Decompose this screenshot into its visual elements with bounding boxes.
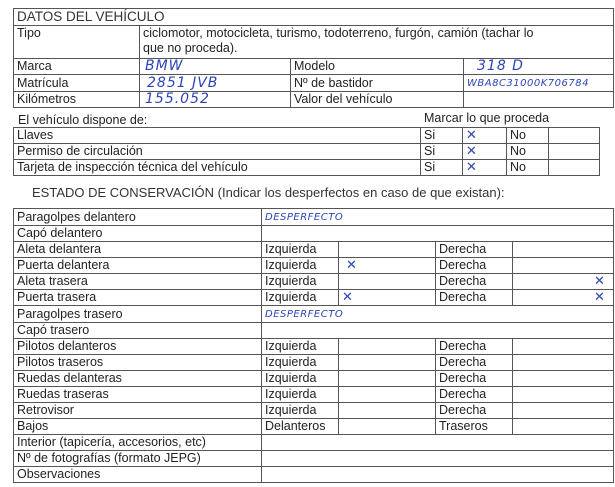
tipo-options-line1: ciclomotor, motocicleta, turismo, todoterreno, furgón, camión (tachar lo (143, 26, 534, 40)
derecha-label: Derecha (436, 242, 513, 258)
si-checkbox[interactable] (463, 128, 507, 144)
derecha-mark-cell[interactable] (513, 258, 614, 274)
conservacion-row (14, 258, 614, 274)
izquierda-label: Izquierda (262, 242, 339, 258)
derecha-mark-cell[interactable] (513, 242, 614, 258)
damage-note: DESPERFECTO (265, 309, 344, 320)
part-label: Retrovisor (14, 403, 262, 419)
izquierda-mark-cell[interactable] (339, 387, 436, 403)
conservacion-row (14, 355, 614, 371)
bastidor-label: Nº de bastidor (291, 75, 464, 92)
traseros-mark-cell[interactable] (513, 419, 614, 435)
check-mark: ✕ (594, 290, 605, 305)
bastidor-value: WBA8C31000K706784 (467, 78, 589, 89)
izquierda-label: Izquierda (262, 339, 339, 355)
km-value: 155.052 (145, 91, 210, 107)
tipo-options (140, 26, 614, 59)
conservacion-row (14, 290, 614, 306)
part-label: Pilotos delanteros (14, 339, 262, 355)
tipo-options-line2: que no proceda). (143, 41, 238, 55)
derecha-mark-cell[interactable] (513, 387, 614, 403)
part-notes[interactable] (262, 209, 614, 226)
part-label: Bajos (14, 419, 262, 435)
conservacion-row (14, 242, 614, 258)
derecha-label: Derecha (436, 355, 513, 371)
traseros-label: Traseros (436, 419, 513, 435)
part-label: Ruedas delanteras (14, 371, 262, 387)
izquierda-label: Izquierda (262, 403, 339, 419)
izquierda-mark-cell[interactable] (339, 371, 436, 387)
conservacion-row (14, 403, 614, 419)
part-label: Aleta trasera (14, 274, 262, 290)
part-label: Interior (tapicería, accesorios, etc) (14, 435, 262, 451)
si-label: Si (421, 160, 463, 176)
part-notes[interactable] (262, 435, 614, 451)
part-label: Aleta delantera (14, 242, 262, 258)
dispone-item-label: Tarjeta de inspección técnica del vehículo (14, 160, 421, 176)
conservacion-row (14, 419, 614, 435)
matricula-value: 2851 JVB (147, 74, 219, 91)
derecha-mark-cell[interactable] (513, 290, 614, 306)
marca-value-cell[interactable] (140, 59, 291, 75)
part-notes[interactable] (262, 226, 614, 242)
matricula-label: Matrícula (14, 75, 140, 92)
delanteros-label: Delanteros (262, 419, 339, 435)
part-label: Ruedas traseras (14, 387, 262, 403)
izquierda-mark-cell[interactable] (339, 355, 436, 371)
no-checkbox[interactable] (549, 144, 600, 160)
damage-note: DESPERFECTO (265, 212, 344, 223)
vehicle-section-title: DATOS DEL VEHÍCULO (14, 9, 614, 26)
part-notes[interactable] (262, 451, 614, 467)
si-label: Si (421, 144, 463, 160)
dispone-title: El vehículo dispone de: (18, 113, 148, 127)
conservacion-row (14, 339, 614, 355)
part-label: Paragolpes delantero (14, 209, 262, 226)
derecha-label: Derecha (436, 274, 513, 290)
derecha-label: Derecha (436, 339, 513, 355)
izquierda-label: Izquierda (262, 274, 339, 290)
part-label: Capó trasero (14, 323, 262, 339)
conservacion-row (14, 209, 614, 226)
izquierda-mark-cell[interactable] (339, 403, 436, 419)
conservacion-row (14, 306, 614, 323)
derecha-label: Derecha (436, 403, 513, 419)
delanteros-mark-cell[interactable] (339, 419, 436, 435)
part-label: Nº de fotografías (formato JEPG) (14, 451, 262, 467)
part-label: Observaciones (14, 467, 262, 483)
part-notes[interactable] (262, 323, 614, 339)
part-label: Paragolpes trasero (14, 306, 262, 323)
dispone-row (14, 128, 600, 144)
km-label: Kilómetros (14, 92, 140, 108)
izquierda-label: Izquierda (262, 387, 339, 403)
izquierda-label: Izquierda (262, 290, 339, 306)
conservacion-row (14, 467, 614, 483)
modelo-value-cell[interactable] (464, 59, 614, 75)
marcar-instruction: Marcar lo que proceda (424, 111, 550, 125)
izquierda-label: Izquierda (262, 258, 339, 274)
derecha-label: Derecha (436, 258, 513, 274)
dispone-item-label: Permiso de circulación (14, 144, 421, 160)
derecha-mark-cell[interactable] (513, 274, 614, 290)
derecha-label: Derecha (436, 387, 513, 403)
part-notes[interactable] (262, 306, 614, 323)
marca-value: BMW (145, 58, 184, 74)
izquierda-mark-cell[interactable] (339, 274, 436, 290)
no-checkbox[interactable] (549, 128, 600, 144)
derecha-mark-cell[interactable] (513, 403, 614, 419)
modelo-value: 318 D (477, 58, 524, 74)
valor-label: Valor del vehículo (291, 92, 464, 108)
conservacion-row (14, 387, 614, 403)
part-notes[interactable] (262, 467, 614, 483)
izquierda-mark-cell[interactable] (339, 339, 436, 355)
valor-value-cell[interactable] (464, 92, 614, 108)
vehicle-data-table (13, 8, 614, 108)
part-label: Puerta delantera (14, 258, 262, 274)
conservacion-table (13, 208, 614, 483)
marca-label: Marca (14, 59, 140, 75)
bastidor-value-cell[interactable] (464, 75, 614, 92)
conservacion-title: ESTADO DE CONSERVACIÓN (Indicar los desperfectos en caso de que existan): (32, 185, 505, 200)
conservacion-row (14, 226, 614, 242)
check-mark: ✕ (466, 160, 477, 175)
dispone-table (13, 127, 600, 176)
no-label: No (507, 144, 549, 160)
izquierda-label: Izquierda (262, 371, 339, 387)
dispone-item-label: Llaves (14, 128, 421, 144)
check-mark: ✕ (342, 290, 353, 305)
si-checkbox[interactable] (463, 160, 507, 176)
check-mark: ✕ (594, 274, 605, 289)
izquierda-mark-cell[interactable] (339, 242, 436, 258)
check-mark: ✕ (466, 144, 477, 159)
conservacion-row (14, 451, 614, 467)
derecha-mark-cell[interactable] (513, 371, 614, 387)
part-label: Pilotos traseros (14, 355, 262, 371)
no-label: No (507, 128, 549, 144)
matricula-value-cell[interactable] (140, 75, 291, 92)
conservacion-row (14, 371, 614, 387)
derecha-label: Derecha (436, 290, 513, 306)
conservacion-row (14, 274, 614, 290)
derecha-label: Derecha (436, 371, 513, 387)
izquierda-mark-cell[interactable] (339, 258, 436, 274)
si-label: Si (421, 128, 463, 144)
check-mark: ✕ (346, 258, 357, 273)
km-value-cell[interactable] (140, 92, 291, 108)
derecha-mark-cell[interactable] (513, 339, 614, 355)
check-mark: ✕ (466, 128, 477, 143)
no-checkbox[interactable] (549, 160, 600, 176)
conservacion-row (14, 435, 614, 451)
conservacion-row (14, 323, 614, 339)
part-label: Puerta trasera (14, 290, 262, 306)
part-label: Capó delantero (14, 226, 262, 242)
si-checkbox[interactable] (463, 144, 507, 160)
modelo-label: Modelo (291, 59, 464, 75)
izquierda-label: Izquierda (262, 355, 339, 371)
dispone-row (14, 160, 600, 176)
dispone-row (14, 144, 600, 160)
izquierda-mark-cell[interactable] (339, 290, 436, 306)
derecha-mark-cell[interactable] (513, 355, 614, 371)
no-label: No (507, 160, 549, 176)
tipo-label: Tipo (14, 26, 140, 59)
